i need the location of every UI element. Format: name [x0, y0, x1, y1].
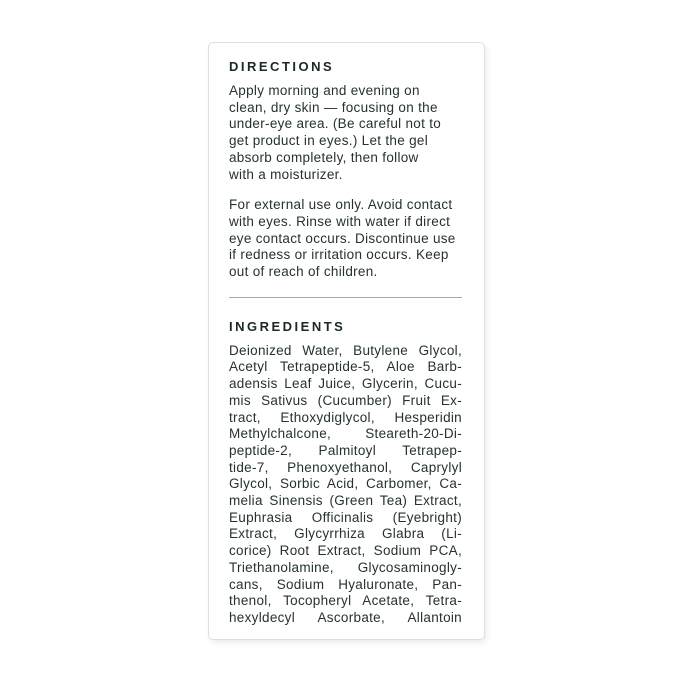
text-line: Extract, Glycyrrhiza Glabra (Li-: [229, 526, 462, 542]
text-line: corice) Root Extract, Sodium PCA,: [229, 543, 462, 559]
text-line: For external use only. Avoid contact: [229, 197, 453, 213]
text-line: Methylchalcone, Steareth-20-Di-: [229, 426, 462, 442]
text-line: clean, dry skin — focusing on the: [229, 99, 438, 115]
directions-section: [229, 58, 462, 281]
text-line: out of reach of children.: [229, 264, 378, 280]
ingredients-heading: INGREDIENTS: [229, 318, 346, 334]
product-label-card: [208, 42, 485, 640]
ingredients-section: [229, 318, 462, 627]
text-line: Acetyl Tetrapeptide-5, Aloe Barb-: [229, 359, 462, 375]
text-line: Apply morning and evening on: [229, 83, 420, 98]
text-line: Glycol, Sorbic Acid, Carbomer, Ca-: [229, 476, 462, 492]
section-divider: [229, 297, 462, 298]
directions-paragraph-usage: [229, 83, 462, 183]
text-line: with eyes. Rinse with water if direct: [229, 213, 451, 229]
text-line: tract, Ethoxydiglycol, Hesperidin: [229, 409, 462, 425]
text-line: Euphrasia Officinalis (Eyebright): [229, 509, 462, 525]
text-line: peptide-2, Palmitoyl Tetrapep-: [229, 442, 462, 458]
text-line: eye contact occurs. Discontinue use: [229, 230, 456, 246]
text-line: hexyldecyl Ascorbate, Allantoin: [229, 609, 462, 625]
text-line: mis Sativus (Cucumber) Fruit Ex-: [229, 392, 462, 408]
directions-paragraph-warning: [229, 197, 462, 281]
text-line: Triethanolamine, Glycosaminogly-: [229, 559, 462, 575]
text-line: if redness or irritation occurs. Keep: [229, 247, 449, 263]
text-line: adensis Leaf Juice, Glycerin, Cucu-: [229, 376, 462, 392]
text-line: Deionized Water, Butylene Glycol,: [229, 342, 462, 358]
text-line: melia Sinensis (Green Tea) Extract,: [229, 493, 462, 509]
ingredients-text: [229, 343, 462, 627]
directions-heading: DIRECTIONS: [229, 59, 335, 74]
text-line: cans, Sodium Hyaluronate, Pan-: [229, 576, 462, 592]
text-line: get product in eyes.) Let the gel: [229, 133, 429, 149]
text-line: thenol, Tocopheryl Acetate, Tetra-: [229, 593, 462, 609]
text-line: tide-7, Phenoxyethanol, Caprylyl: [229, 459, 462, 475]
text-line: absorb completely, then follow: [229, 149, 419, 165]
text-line: with a moisturizer.: [229, 166, 343, 182]
text-line: under-eye area. (Be careful not to: [229, 116, 442, 132]
